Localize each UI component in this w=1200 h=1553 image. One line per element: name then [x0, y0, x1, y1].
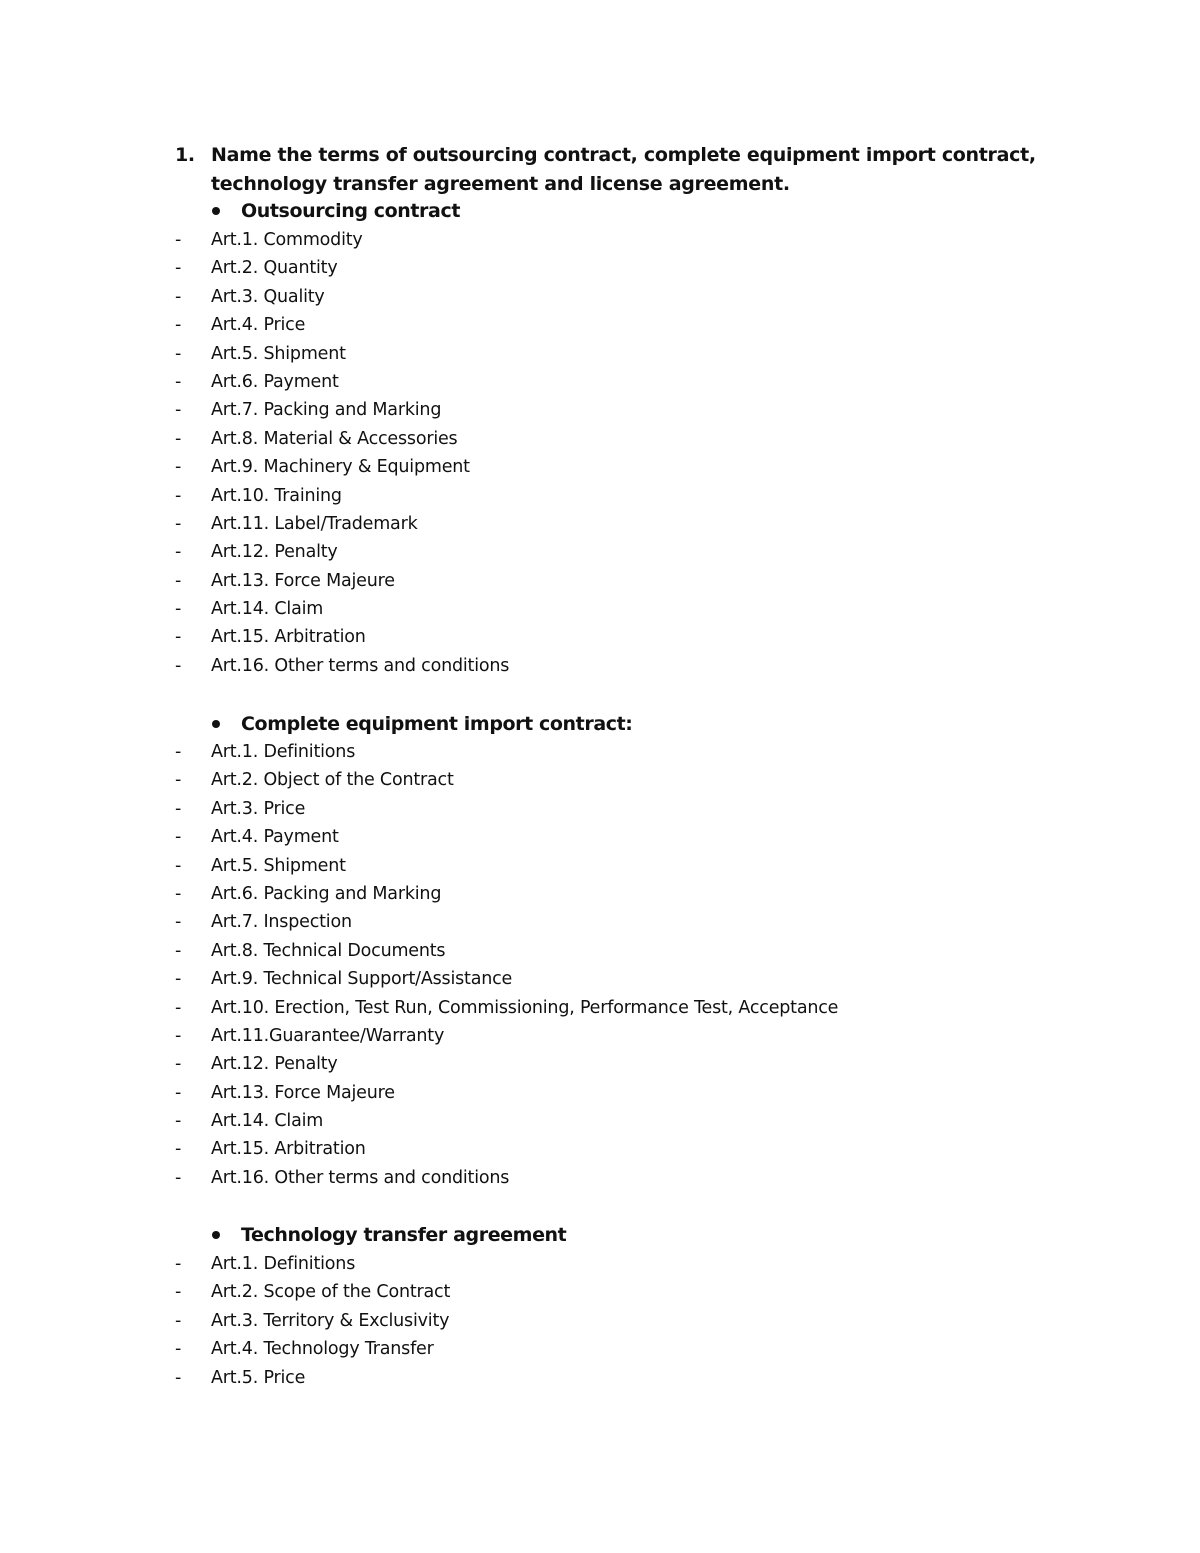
dash-marker: -: [175, 1054, 182, 1075]
dash-marker: -: [175, 286, 182, 307]
list-item: [175, 340, 509, 368]
list-item: [175, 1022, 838, 1050]
equipment-import-list: [175, 738, 838, 1192]
list-item: [175, 1278, 450, 1306]
dash-marker: -: [175, 485, 182, 506]
list-item-text: Art.5. Shipment: [211, 343, 346, 364]
list-item: [175, 226, 509, 254]
question-number: 1.: [175, 144, 195, 166]
list-item-text: Art.10. Training: [211, 485, 342, 506]
dash-marker: -: [175, 997, 182, 1018]
list-item: [175, 908, 838, 936]
dash-marker: -: [175, 1282, 182, 1303]
list-item-text: Art.10. Erection, Test Run, Commissioning, Performance Test, Acceptance: [211, 997, 839, 1018]
list-item: [175, 482, 509, 510]
list-item: [175, 1135, 838, 1163]
dash-marker: -: [175, 400, 182, 421]
list-item-text: Art.13. Force Majeure: [211, 1082, 395, 1103]
list-item: [175, 1307, 450, 1335]
list-item: [175, 1107, 838, 1135]
dash-marker: -: [175, 230, 182, 250]
list-item-text: Art.11. Label/Trademark: [211, 513, 418, 534]
list-item-text: Art.5. Price: [211, 1367, 306, 1388]
dash-marker: -: [175, 883, 182, 904]
list-item-text: Art.12. Penalty: [211, 1054, 338, 1075]
dash-marker: -: [175, 855, 182, 876]
list-item-text: Art.3. Price: [211, 798, 306, 819]
list-item: [175, 1164, 838, 1192]
list-item-text: Art.7. Packing and Marking: [211, 400, 442, 421]
list-item-text: Art.14. Claim: [211, 599, 324, 620]
dash-marker: -: [175, 1082, 182, 1103]
list-item-text: Art.2. Scope of the Contract: [211, 1282, 451, 1303]
list-item: [175, 396, 509, 424]
dash-marker: -: [175, 1339, 182, 1360]
list-item-text: Art.8. Technical Documents: [211, 940, 446, 961]
list-item-text: Art.4. Price: [211, 315, 306, 336]
list-item-text: Art.9. Technical Support/Assistance: [211, 969, 513, 990]
list-item: [175, 538, 509, 566]
list-item: [175, 1250, 450, 1278]
dash-marker: -: [175, 742, 182, 762]
list-item: [175, 368, 509, 396]
dash-marker: -: [175, 827, 182, 848]
list-item: [175, 1079, 838, 1107]
list-item-text: Art.2. Object of the Contract: [211, 770, 454, 791]
list-item-text: Art.4. Payment: [211, 827, 339, 848]
dash-marker: -: [175, 1167, 182, 1188]
list-item: [175, 994, 838, 1022]
list-item: [175, 1050, 838, 1078]
dash-marker: -: [175, 770, 182, 791]
list-item-text: Art.2. Quantity: [211, 258, 338, 279]
list-item-text: Art.12. Penalty: [211, 542, 338, 563]
question-text: Name the terms of outsourcing contract, complete equipment import contract, technology transfer agreement and license agreement.: [211, 144, 1036, 195]
dash-marker: -: [175, 655, 182, 676]
list-item: [175, 283, 509, 311]
list-item-text: Art.1. Commodity: [211, 230, 363, 250]
list-item: [175, 965, 838, 993]
list-item-text: Art.11.Guarantee/Warranty: [211, 1025, 445, 1046]
dash-marker: -: [175, 798, 182, 819]
dash-marker: -: [175, 969, 182, 990]
list-item: [175, 254, 509, 282]
dash-marker: -: [175, 343, 182, 364]
list-item-text: Art.6. Packing and Marking: [211, 883, 442, 904]
list-item: [175, 595, 509, 623]
section-heading-equipment-import: [211, 710, 633, 738]
bullet-icon: [212, 207, 220, 215]
dash-marker: -: [175, 1025, 182, 1046]
dash-marker: -: [175, 457, 182, 478]
list-item-text: Art.3. Quality: [211, 286, 325, 307]
list-item: [175, 1364, 450, 1392]
section-heading-text: Technology transfer agreement: [241, 1224, 567, 1246]
dash-marker: -: [175, 1111, 182, 1132]
dash-marker: -: [175, 315, 182, 336]
dash-marker: -: [175, 1310, 182, 1331]
section-heading-text: Complete equipment import contract:: [241, 713, 633, 735]
list-item-text: Art.7. Inspection: [211, 912, 352, 933]
dash-marker: -: [175, 1254, 182, 1274]
list-item: [175, 852, 838, 880]
dash-marker: -: [175, 542, 182, 563]
question-1: [175, 141, 1055, 199]
technology-transfer-list: [175, 1250, 450, 1392]
list-item-text: Art.15. Arbitration: [211, 627, 366, 648]
outsourcing-list: [175, 226, 509, 680]
list-item: [175, 738, 838, 766]
list-item-text: Art.9. Machinery & Equipment: [211, 457, 470, 478]
bullet-icon: [212, 720, 220, 728]
list-item-text: Art.16. Other terms and conditions: [211, 655, 510, 676]
list-item: [175, 623, 509, 651]
dash-marker: -: [175, 258, 182, 279]
list-item: [175, 425, 509, 453]
section-heading-text: Outsourcing contract: [241, 200, 460, 222]
dash-marker: -: [175, 1139, 182, 1160]
list-item-text: Art.1. Definitions: [211, 742, 356, 762]
list-item: [175, 510, 509, 538]
section-heading-technology-transfer: [211, 1221, 566, 1249]
list-item: [175, 652, 509, 680]
dash-marker: -: [175, 599, 182, 620]
list-item: [175, 766, 838, 794]
list-item-text: Art.3. Territory & Exclusivity: [211, 1310, 450, 1331]
list-item: [175, 453, 509, 481]
list-item-text: Art.1. Definitions: [211, 1254, 356, 1274]
list-item-text: Art.5. Shipment: [211, 855, 346, 876]
list-item-text: Art.13. Force Majeure: [211, 570, 395, 591]
list-item-text: Art.6. Payment: [211, 371, 339, 392]
section-heading-outsourcing: [211, 197, 460, 225]
list-item: [175, 880, 838, 908]
list-item: [175, 311, 509, 339]
dash-marker: -: [175, 627, 182, 648]
dash-marker: -: [175, 428, 182, 449]
list-item-text: Art.14. Claim: [211, 1111, 324, 1132]
dash-marker: -: [175, 1367, 182, 1388]
bullet-icon: [212, 1231, 220, 1239]
dash-marker: -: [175, 912, 182, 933]
list-item: [175, 795, 838, 823]
list-item: [175, 823, 838, 851]
list-item: [175, 1335, 450, 1363]
dash-marker: -: [175, 940, 182, 961]
dash-marker: -: [175, 570, 182, 591]
list-item-text: Art.4. Technology Transfer: [211, 1339, 434, 1360]
list-item: [175, 937, 838, 965]
dash-marker: -: [175, 513, 182, 534]
list-item-text: Art.15. Arbitration: [211, 1139, 366, 1160]
dash-marker: -: [175, 371, 182, 392]
list-item-text: Art.8. Material & Accessories: [211, 428, 458, 449]
list-item: [175, 567, 509, 595]
list-item-text: Art.16. Other terms and conditions: [211, 1167, 510, 1188]
